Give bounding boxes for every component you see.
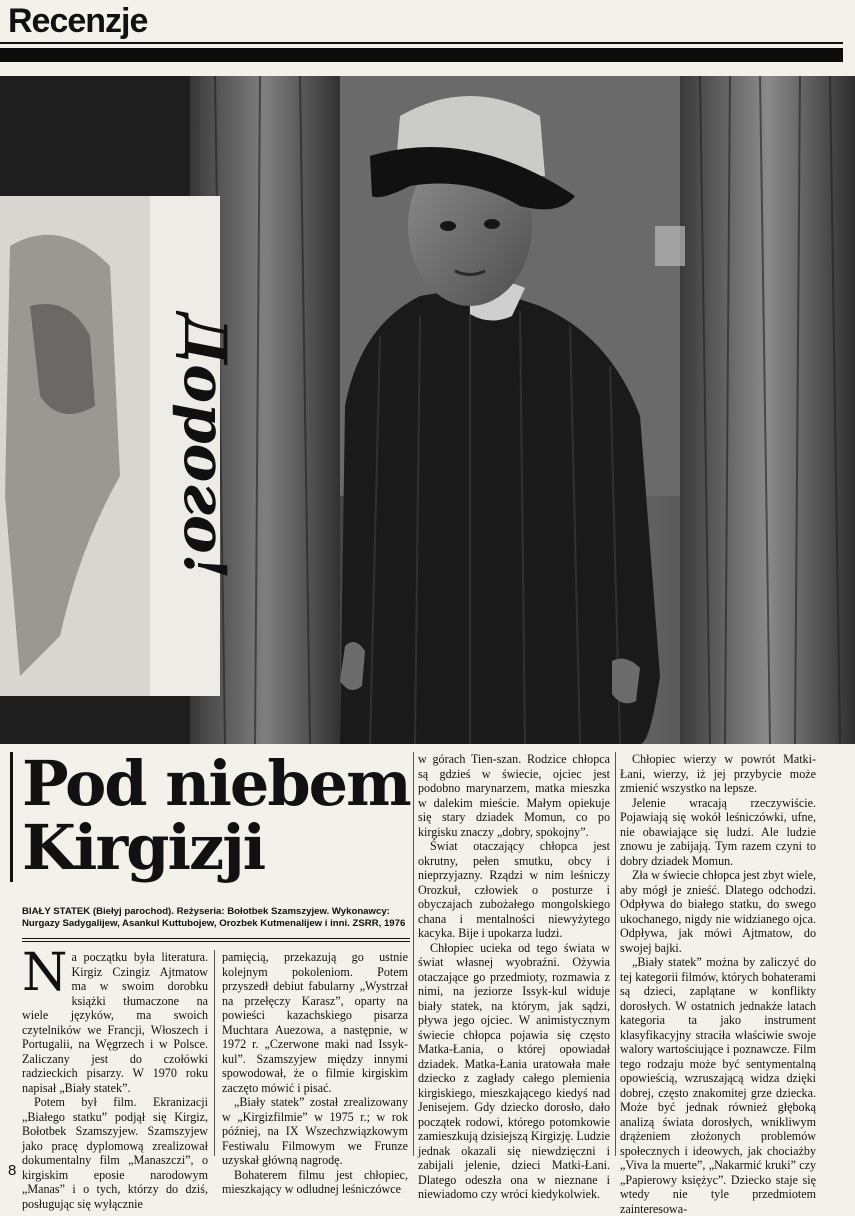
poster-text: Дорого!: [171, 312, 239, 580]
paragraph: „Biały statek” został zrealizowany w „Kirgizfilmie” w 1975 r.; w rok później, na IX Wszechzwiązkowym Festiwalu Filmowym we Frunze uzyskał główną nagrodę.: [222, 1095, 408, 1167]
paragraph: Chłopiec wierzy w powrót Matki-Łani, wierzy, iż jej przybycie może zmienić wszystko na lepsze.: [620, 752, 816, 795]
column-divider: [214, 950, 215, 1156]
paragraph: a początku była literatura. Kirgiz Czingiz Ajtmatow ma w swoim dorobku książki tłumaczone na wiele języków, ma swoich czytelników we Francji, Włoszech i Portugalii, na Węgrzech i w Polsce. Zaliczany jest do czołówki radzieckich pisarzy. W 1970 roku napisał „Biały statek”.: [22, 950, 208, 1095]
paragraph: Bohaterem filmu jest chłopiec, mieszkający w odludnej leśniczówce: [222, 1167, 408, 1196]
header-rule-thin: [0, 42, 843, 44]
film-credits: BIAŁY STATEK (Biełyj parochod). Reżyseria: Bołotbek Szamszyjew. Wykonawcy: Nurgazy Sadygalijew, Asankul Kuttubojew, Orozbek Kutmenalijew i inni. ZSRR, 1976: [22, 906, 406, 929]
paragraph: Jelenie wracają rzeczywiście. Pojawiają się wokół leśniczówki, ufne, nie obawiające się ludzi. Ale ludzie znowu je zabijają. Tym razem czyni to dobry dziadek Momun.: [620, 795, 816, 868]
paragraph: w górach Tien-szan. Rodzice chłopca są gdzieś w świecie, ojciec jest podobno marynarzem, matka mieszka w dalekim mieście. Małym opiekuje się stary dziadek Momun, co po kirgisku znaczy „dobry, spokojny”.: [418, 752, 610, 839]
headline-rule: [10, 752, 13, 882]
drop-cap: N: [22, 943, 68, 1003]
title-line-2: Kirgizji: [22, 811, 265, 884]
paragraph: Chłopiec ucieka od tego świata w świat własnej wyobraźni. Ożywia otaczające go przedmioty, rozmawia z nimi, na jeziorze Issyk-kul widuje biały statek, na którym, jak sądzi, pływa jego ojciec. W animistycznym świecie chłopca pojawia się często Matka-Łania, o której opowiadał dziadek. Matka-Łania uratowała małe dziecko z zagłady całego plemienia kirgiskiego, mieszkającego kiedyś nad Jenisejem. Gdy dziecko dorosło, dało początek rodowi, którego potomkowie zamieszkują dzisiejszą Kirgizję. Ludzie jednak okazali się niewdzięczni i zabijali jelenie, dzieci Matki-Łani. Dlatego odeszła ona w nieznane i niewiadomo czy wróci kiedykolwiek.: [418, 940, 610, 1201]
paragraph: „Biały statek” można by zaliczyć do tej kategorii filmów, których bohaterami są dzieci, zaplątane w konflikty dorosłych. W ostatnich jednakże latach kategoria ta jako instrument klasyfikacyjny straciła właściwie swoje walory wartościujące i poznawcze. Film tego rodzaju może być sentymentalną opowieścią, wzruszającą widza dzięki dobrej, często znakomitej grze dziecka. Może być jednak również głęboką analizą świata dorosłych, wnikliwym drążeniem złożonych problemów społecznych i ideowych, jak chociażby „Viva la muerte”, „Nakarmić kruki” czy „Papierowy księżyc”. Dziecko staje się wtedy nie tyle przedmiotem zainteresowa-: [620, 955, 816, 1216]
article-column-4: [620, 752, 816, 1216]
article-column-1: [22, 943, 208, 1211]
film-still-photo: [0, 76, 855, 744]
title-line-1: Pod niebem: [22, 747, 410, 820]
paragraph: Zła w świecie chłopca jest zbyt wiele, aby mógł je znieść. Dlatego odchodzi. Odpływa do białego statku, do swego ukochanego, nigdy nie widzianego ojca. Odpływa, jak mówi Ajtmatow, do swojej bajki.: [620, 868, 816, 955]
column-divider: [413, 752, 414, 1156]
article-column-2: [222, 950, 408, 1196]
article-title: [22, 747, 410, 884]
film-still-illustration: [0, 76, 855, 744]
column-divider: [615, 752, 616, 1156]
credits-rule-double: [22, 941, 410, 942]
page-number: 8: [8, 1162, 17, 1179]
section-label: Recenzje: [8, 2, 148, 40]
paragraph: Świat otaczający chłopca jest okrutny, pełen smutku, obcy i nieprzyjazny. Rządzi w nim leśniczy Orozkuł, człowiek o posturze i obyczajach zubożałego mongolskiego chana i mentalności niewyżytego kacyka. Bije i upokarza ludzi.: [418, 839, 610, 940]
paragraph: pamięcią, przekazują go ustnie kolejnym pokoleniom. Potem przyszedł debiut fabularny „Wystrzał na przełęczy Karasz”, oparty na powieści kazachskiego pisarza Muchtara Auezowa, a następnie, w 1972 r. „Czerwone maki nad Issyk-kul”. Szamszyjew między innymi spowodował, że o filmie kirgiskim zaczęto mówić i pisać.: [222, 950, 408, 1095]
header-rule-thick: [0, 48, 843, 62]
credits-rule: [22, 938, 410, 939]
article-column-3: [418, 752, 610, 1201]
paragraph: Potem był film. Ekranizacji „Białego statku” podjął się Kirgiz, Bołotbek Szamszyjew. Szamszyjew jako pracę dyplomową zrealizował dokumentalny film „Manaszczi”, o kirgiskim eposie narodowym „Manas” i o tych, którzy do dziś, posługując się wyłącznie: [22, 1095, 208, 1211]
